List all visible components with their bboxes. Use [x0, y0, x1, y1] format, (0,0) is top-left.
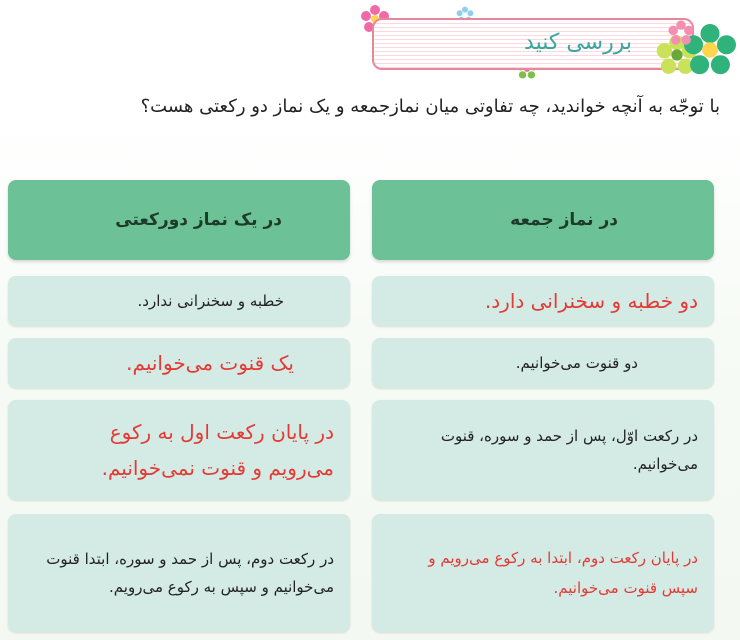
- column-header-label: در نماز جمعه: [510, 210, 618, 230]
- answer-text: یک قنوت می‌خوانیم.: [126, 351, 294, 375]
- table-cell: [372, 400, 714, 500]
- cell-text: خطبه و سخنرانی ندارد.: [137, 292, 284, 310]
- flower-icon: [668, 20, 694, 46]
- table-cell: [8, 338, 350, 388]
- table-cell: [8, 276, 350, 326]
- section-title: بررسی کنید: [524, 30, 632, 55]
- cell-text: در رکعت دوم، پس از حمد و سوره، ابتدا قنوت می‌خوانیم و سپس به رکوع می‌رویم.: [46, 550, 334, 596]
- answer-text: در پایان رکعت اول به رکوع می‌رویم و قنوت نمی‌خوانیم.: [101, 420, 334, 480]
- question-text: با توجّه به آنچه خواندید، چه تفاوتی میان نمازجمعه و یک نماز دو رکعتی هست؟: [140, 96, 720, 117]
- column-header-label: در یک نماز دورکعتی: [115, 210, 282, 230]
- title-ribbon: [372, 18, 694, 70]
- column-header-dorakati: [8, 180, 350, 260]
- column-header-jomeh: [372, 180, 714, 260]
- table-cell: [372, 338, 714, 388]
- table-cell: [372, 276, 714, 326]
- answer-text: در پایان رکعت دوم، ابتدا به رکوع می‌رویم و سپس قنوت می‌خوانیم.: [428, 549, 698, 597]
- answer-text: دو خطبه و سخنرانی دارد.: [484, 289, 698, 313]
- cell-text: دو قنوت می‌خوانیم.: [515, 354, 638, 372]
- cell-text: در رکعت اوّل، پس از حمد و سوره، قنوت می‌خوانیم.: [440, 427, 698, 473]
- table-cell: [372, 514, 714, 632]
- table-cell: [8, 400, 350, 500]
- table-cell: [8, 514, 350, 632]
